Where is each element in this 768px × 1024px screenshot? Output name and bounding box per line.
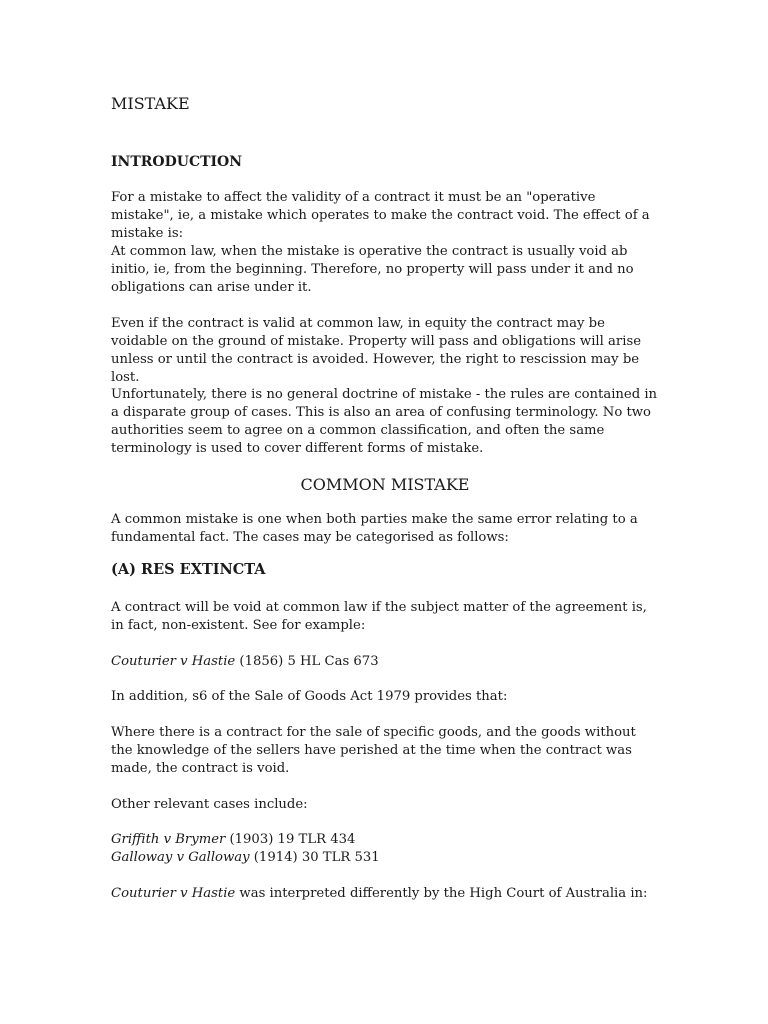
res-extincta-heading: (A) RES EXTINCTA — [111, 561, 266, 578]
interpretation-text: was interpreted differently by the High Court of Australia in: — [235, 886, 648, 901]
sale-of-goods-intro: In addition, s6 of the Sale of Goods Act 1979 provides that: — [111, 689, 508, 704]
case-citation — [111, 653, 659, 671]
sale-of-goods-quote: Where there is a contract for the sale of specific goods, and the goods without the knowledge of the sellers have perished at the time when the contract was made, the contract is void. — [111, 725, 636, 776]
case-cite: (1914) 30 TLR 531 — [249, 850, 380, 865]
other-cases-intro: Other relevant cases include: — [111, 797, 308, 812]
intro-paragraph-3: Even if the contract is valid at common law, in equity the contract may be voidable on the ground of mistake. Property will pass and obligations will arise unless or until the contract is avoided. However, the right to rescission may be lost. — [111, 316, 642, 385]
other-cases-list — [111, 831, 659, 867]
intro-paragraph-2: At common law, when the mistake is operative the contract is usually void ab initio, ie, from the beginning. Therefore, no property will pass under it and no obligations can arise under it. — [111, 244, 634, 295]
case-cite: (1903) 19 TLR 434 — [225, 832, 356, 847]
case-name: Couturier v Hastie — [111, 886, 236, 901]
case-name: Galloway v Galloway — [111, 850, 250, 865]
document-page — [111, 92, 659, 901]
introduction-heading: INTRODUCTION — [111, 154, 243, 170]
common-mistake-intro: A common mistake is one when both parties make the same error relating to a fundamental fact. The cases may be categorised as follows: — [111, 512, 638, 545]
case-citation — [111, 849, 659, 867]
intro-paragraph-4: Unfortunately, there is no general doctrine of mistake - the rules are contained in a disparate group of cases. This is also an area of confusing terminology. No two authorities seem to agree on a common classification, and often the same terminology is used to cover different forms of mistake. — [111, 387, 658, 456]
case-name: Couturier v Hastie — [111, 654, 236, 669]
res-extincta-paragraph: A contract will be void at common law if the subject matter of the agreement is, in fact, non-existent. See for example: — [111, 600, 647, 633]
case-cite: (1856) 5 HL Cas 673 — [235, 654, 379, 669]
common-mistake-heading: COMMON MISTAKE — [300, 475, 470, 494]
interpretation-paragraph — [111, 885, 659, 903]
case-name: Griffith v Brymer — [111, 832, 226, 847]
intro-paragraph-1: For a mistake to affect the validity of a contract it must be an "operative mistake", ie, a mistake which operates to make the contract void. The effect of a mistake is: — [111, 190, 650, 241]
document-title: MISTAKE — [111, 94, 190, 113]
case-citation — [111, 831, 659, 849]
